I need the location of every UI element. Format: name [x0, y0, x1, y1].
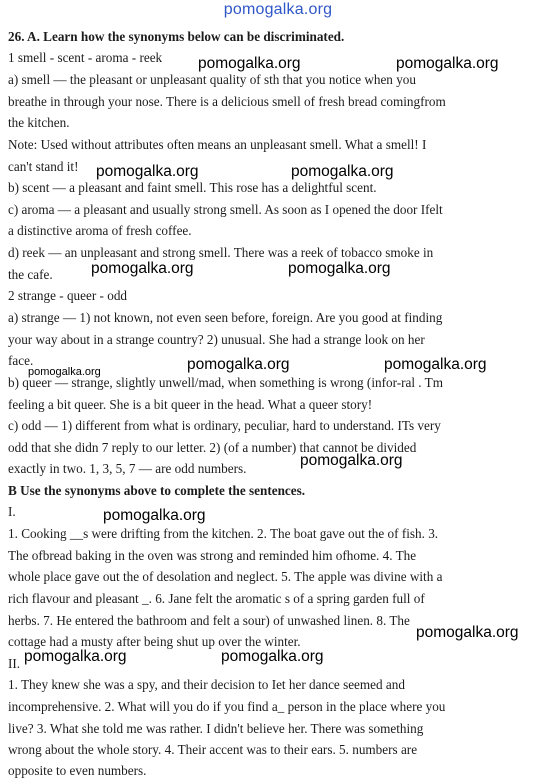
text-line: cottage had a musty after being shut up over the winter.	[8, 634, 301, 649]
text-line: b) queer — strange, slightly unwell/mad, when something is wrong (infor-ral . Tm	[8, 375, 443, 390]
text-line: herbs. 7. He entered the bathroom and felt a sour) of unwashed linen. 8. The	[8, 613, 410, 628]
text-line: face.	[8, 353, 34, 368]
text-line: incomprehensive. 2. What will you do if you find a_ person in the place where you	[8, 699, 446, 714]
section-1-heading: 1 smell - scent - aroma - reek	[8, 50, 163, 65]
watermark: pomogalka.org	[300, 452, 403, 469]
watermark: pomogalka.org	[198, 55, 301, 72]
text-line: odd that she didn 7 reply to our letter. 2) (of a number) that cannot be divided	[8, 440, 417, 455]
part-ii-label: II.	[8, 656, 21, 671]
text-line: b) scent — a pleasant and faint smell. This rose has a delightful scent.	[8, 180, 377, 195]
watermark: pomogalka.org	[96, 163, 199, 180]
text-line: rich flavour and pleasant _. 6. Jane felt the aromatic s of a spring garden full of	[8, 591, 425, 606]
part-b-heading: B Use the synonyms above to complete the sentences.	[8, 483, 306, 498]
watermark: pomogalka.org	[221, 648, 324, 665]
watermark: pomogalka.org	[24, 648, 127, 665]
section-2-heading: 2 strange - queer - odd	[8, 288, 128, 303]
text-line: breathe in through your nose. There is a delicious smell of fresh bread comingfrom	[8, 94, 446, 109]
watermark: pomogalka.org	[91, 260, 194, 277]
text-line: the kitchen.	[8, 115, 70, 130]
text-line: a) strange — 1) not known, not even seen before, foreign. Are you good at finding	[8, 310, 443, 325]
watermark: pomogalka.org	[187, 356, 290, 373]
text-line: wrong about the whole story. 4. Their accent was to their ears. 5. numbers are	[8, 742, 418, 757]
text-line: c) aroma — a pleasant and usually strong smell. As soon as I opened the door Ifelt	[8, 202, 443, 217]
watermark: pomogalka.org	[288, 260, 391, 277]
watermark: pomogalka.org	[396, 55, 499, 72]
text-line: 1. They knew she was a spy, and their decision to Iet her dance seemed and	[8, 677, 405, 692]
watermark: pomogalka.org	[103, 507, 206, 524]
exercise-heading: 26. A. Learn how the synonyms below can be discriminated.	[8, 29, 345, 44]
text-line: live? 3. What she told me was rather. I didn't believe her. There was something	[8, 721, 424, 736]
text-line: the cafe.	[8, 267, 53, 282]
text-line: opposite to even numbers.	[8, 763, 147, 778]
text-line: your way about in a strange country? 2) unusual. She had a strange look on her	[8, 332, 425, 347]
watermark: pomogalka.org	[28, 366, 101, 378]
text-line: The ofbread baking in the oven was strong and reminded him ofhome. 4. The	[8, 548, 417, 563]
text-line: Note: Used without attributes often means an unpleasant smell. What a smell! I	[8, 137, 427, 152]
part-i-label: I.	[8, 504, 16, 519]
header-watermark: pomogalka.org	[223, 1, 333, 18]
text-line: d) reek — an unpleasant and strong smell. There was a reek of tobacco smoke in	[8, 245, 434, 260]
text-line: whole place gave out the of desolation and neglect. 5. The apple was divine with a	[8, 569, 443, 584]
text-line: c) odd — 1) different from what is ordinary, peculiar, hard to understand. ITs very	[8, 418, 441, 433]
text-line: exactly in two. 1, 3, 5, 7 — are odd numbers.	[8, 461, 247, 476]
text-line: 1. Cooking __s were drifting from the kitchen. 2. The boat gave out the of fish. 3.	[8, 526, 439, 541]
text-line: a distinctive aroma of fresh coffee.	[8, 223, 192, 238]
watermark: pomogalka.org	[416, 624, 519, 641]
watermark: pomogalka.org	[384, 356, 487, 373]
text-line: can't stand it!	[8, 159, 79, 174]
text-line: feeling a bit queer. She is a bit queer in the head. What a queer story!	[8, 397, 373, 412]
watermark: pomogalka.org	[291, 163, 394, 180]
text-line: a) smell — the pleasant or unpleasant quality of sth that you notice when you	[8, 72, 416, 87]
